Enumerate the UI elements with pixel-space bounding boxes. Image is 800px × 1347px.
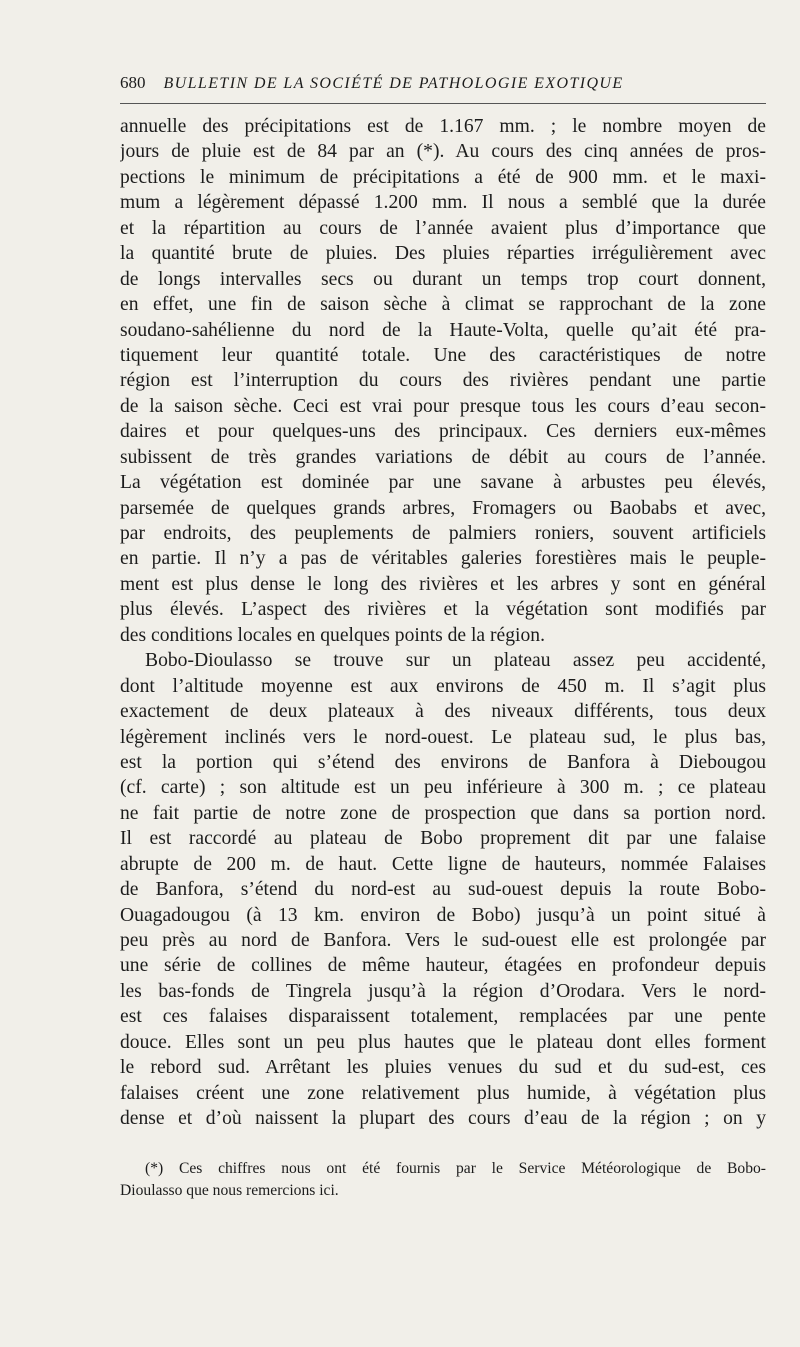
body-line: région est l’interruption du cours des rivières pendant une partie (120, 370, 766, 392)
running-title: BULLETIN DE LA SOCIÉTÉ DE PATHOLOGIE EXOTIQUE (163, 75, 624, 92)
body-line: et la répartition au cours de l’année avaient plus d’importance que (120, 217, 766, 239)
body-line: exactement de deux plateaux à des niveaux différents, tous deux (120, 701, 766, 723)
body-line: la quantité brute de pluies. Des pluies réparties irrégulièrement avec (120, 243, 766, 265)
body-line: par endroits, des peuplements de palmiers roniers, souvent artificiels (120, 523, 766, 544)
body-line: le rebord sud. Arrêtant les pluies venues du sud et du sud-est, ces (120, 1057, 766, 1079)
body-line: douce. Elles sont un peu plus hautes que le plateau dont elles forment (120, 1031, 766, 1053)
body-line: La végétation est dominée par une savane à arbustes peu élevés, (120, 472, 766, 494)
body-line: (cf. carte) ; son altitude est un peu inférieure à 300 m. ; ce plateau (120, 777, 766, 799)
body-line: Ouagadougou (à 13 km. environ de Bobo) jusqu’à un point situé à (120, 904, 766, 926)
footnote-line: Dioulasso que nous remercions ici. (120, 1182, 339, 1199)
body-line: daires et pour quelques-uns des principaux. Ces derniers eux-mêmes (120, 421, 766, 443)
body-line: tiquement leur quantité totale. Une des caractéristiques de notre (120, 344, 766, 366)
body-line: falaises créent une zone relativement plus humide, à végétation plus (120, 1082, 766, 1104)
body-line: en effet, une fin de saison sèche à climat se rapprochant de la zone (120, 294, 766, 316)
body-line: ne fait partie de notre zone de prospection que dans sa portion nord. (120, 802, 766, 824)
body-line: dense et d’où naissent la plupart des cours d’eau de la région ; on y (120, 1108, 766, 1130)
body-line: soudano-sahélienne du nord de la Haute-Volta, quelle qu’ait été pra- (120, 319, 766, 341)
body-line: de la saison sèche. Ceci est vrai pour presque tous les cours d’eau secon- (120, 395, 766, 417)
body-line: jours de pluie est de 84 par an (*). Au cours des cinq années de pros- (120, 141, 766, 163)
body-line: plus élevés. L’aspect des rivières et la végétation sont modifiés par (120, 599, 766, 621)
body-line: ment est plus dense le long des rivières et les arbres y sont en général (120, 573, 766, 595)
page-number: 680 (120, 73, 146, 92)
header-rule (120, 103, 766, 104)
body-line: peu près au nord de Banfora. Vers le sud-ouest elle est prolongée par (120, 930, 766, 951)
footnote-line: (*) Ces chiffres nous ont été fournis par le Service Météorologique de Bobo- (145, 1160, 766, 1177)
body-line: subissent de très grandes variations de débit au cours de l’année. (120, 446, 766, 468)
page-header (120, 73, 766, 99)
body-line: est ces falaises disparaissent totalement, remplacées par une pente (120, 1006, 766, 1028)
body-line: légèrement inclinés vers le nord-ouest. Le plateau sud, le plus bas, (120, 726, 766, 748)
footnote (120, 1158, 766, 1202)
body-line: en partie. Il n’y a pas de véritables galeries forestières mais le peuple- (120, 548, 766, 570)
body-line: les bas-fonds de Tingrela jusqu’à la région d’Orodara. Vers le nord- (120, 980, 766, 1002)
body-text (120, 114, 766, 1132)
body-line: mum a légèrement dépassé 1.200 mm. Il nous a semblé que la durée (120, 192, 766, 214)
body-line: est la portion qui s’étend des environs de Banfora à Diebougou (120, 751, 766, 773)
body-line: Bobo-Dioulasso se trouve sur un plateau assez peu accidenté, (145, 650, 766, 672)
body-line: abrupte de 200 m. de haut. Cette ligne de hauteurs, nommée Falaises (120, 853, 766, 875)
body-line: des conditions locales en quelques points de la région. (120, 624, 545, 646)
body-line: dont l’altitude moyenne est aux environs de 450 m. Il s’agit plus (120, 675, 766, 697)
body-line: de Banfora, s’étend du nord-est au sud-ouest depuis la route Bobo- (120, 879, 766, 901)
body-line: une série de collines de même hauteur, étagées en profondeur depuis (120, 955, 766, 977)
body-line: annuelle des précipitations est de 1.167 mm. ; le nombre moyen de (120, 116, 766, 137)
body-line: parsemée de quelques grands arbres, Fromagers ou Baobabs et avec, (120, 497, 766, 519)
body-line: Il est raccordé au plateau de Bobo proprement dit par une falaise (120, 828, 766, 850)
body-line: pections le minimum de précipitations a été de 900 mm. et le maxi- (120, 166, 766, 188)
body-line: de longs intervalles secs ou durant un temps trop court donnent, (120, 268, 766, 290)
